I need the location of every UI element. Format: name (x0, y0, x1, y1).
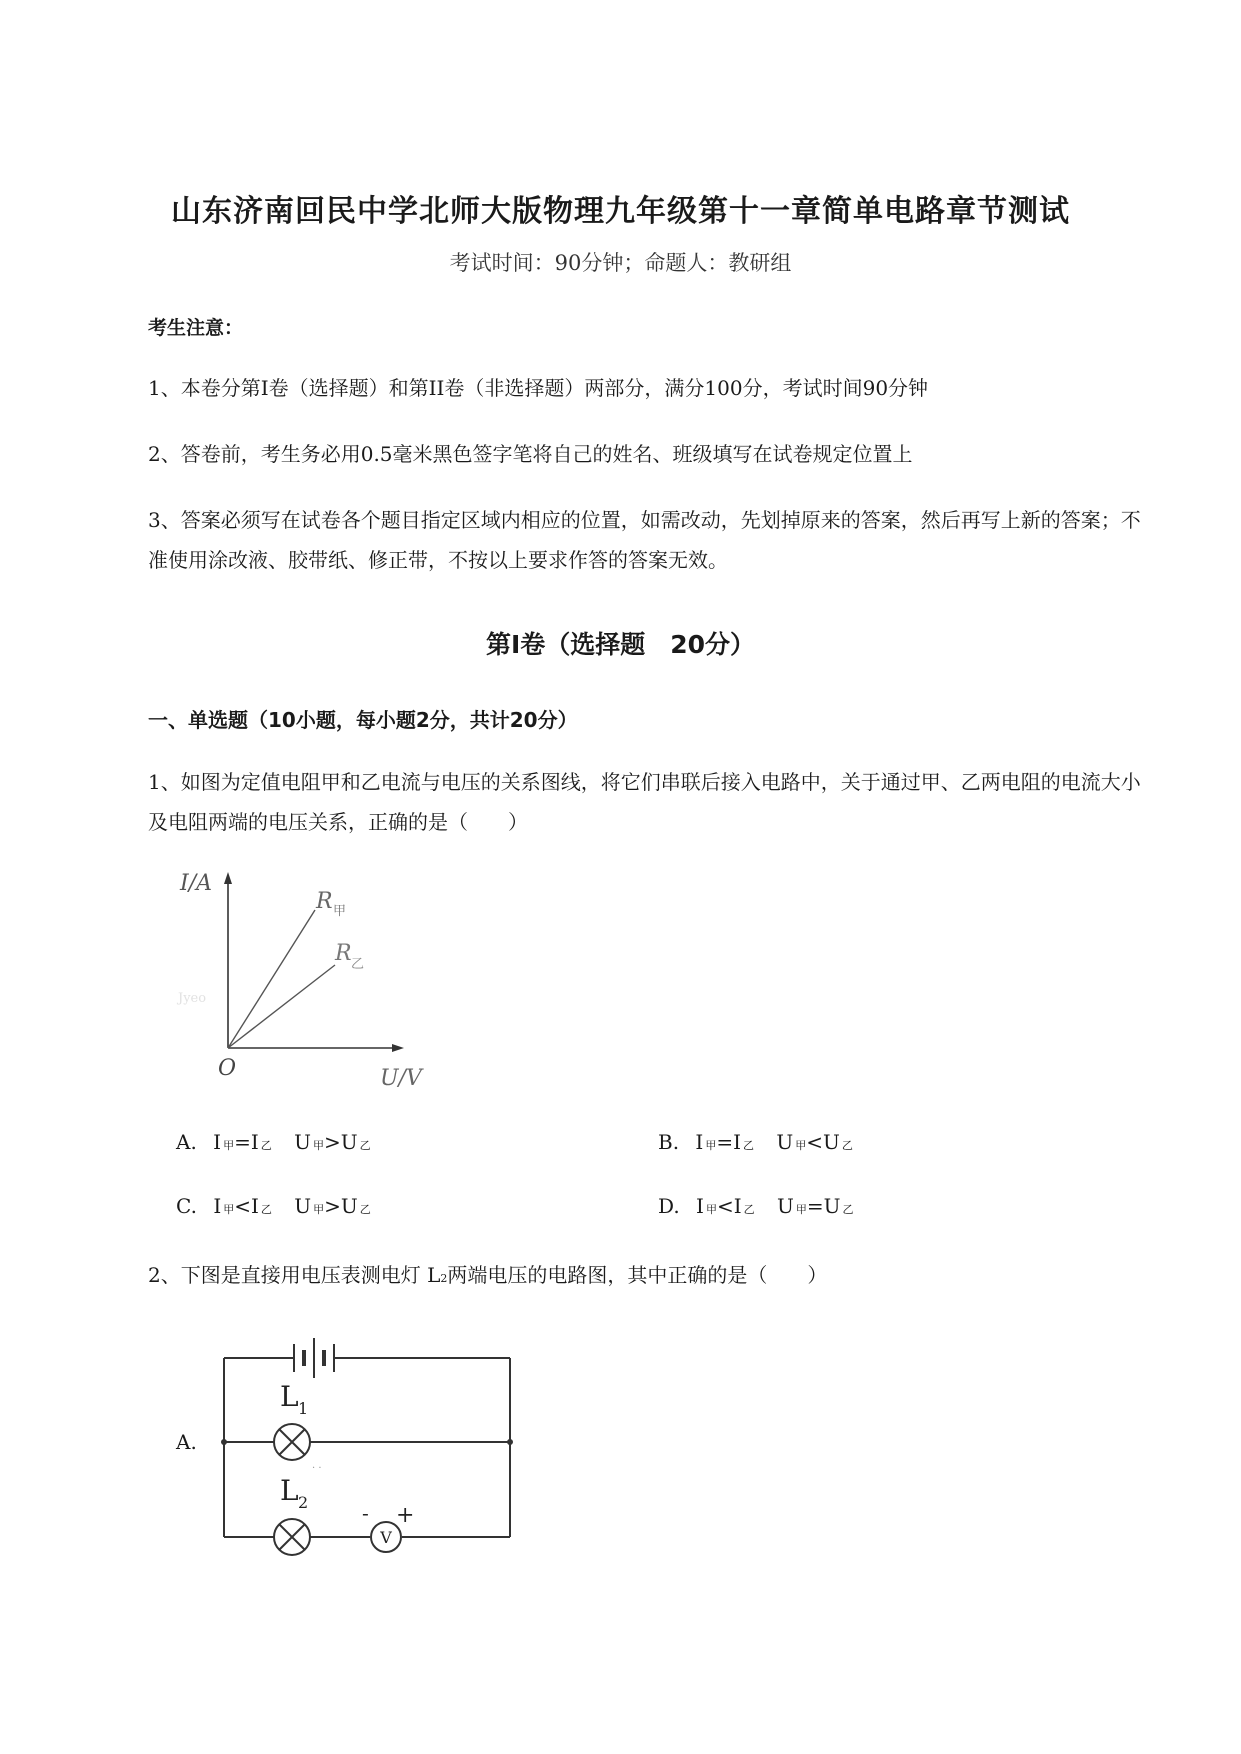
y-axis-label: I/A (180, 871, 212, 896)
voltmeter-label: V (380, 1528, 392, 1547)
option-letter: B. (658, 1130, 680, 1154)
option-text: U (776, 1130, 794, 1154)
lamp-l2-label: L (280, 1474, 299, 1507)
voltmeter-minus: - (362, 1501, 369, 1525)
option-text: I (213, 1194, 222, 1218)
question-2-stem: 2、下图是直接用电压表测电灯 L2两端电压的电路图，其中正确的是（ ） (148, 1263, 828, 1287)
x-axis-arrow (392, 1044, 404, 1052)
lamp-l2-subscript: 2 (298, 1493, 309, 1512)
exam-info: 考试时间：90分钟；命题人：教研组 (449, 251, 792, 275)
option-d[interactable]: D. I 甲<I 乙 U 甲=U 乙 (658, 1194, 854, 1218)
current-voltage-graph (170, 860, 450, 1100)
option-text: I (695, 1130, 704, 1154)
notice-item-2: 2、答卷前，考生务必用0.5毫米黑色签字笔将自己的姓名、班级填写在试卷规定位置上 (148, 442, 913, 466)
lamp-l2-symbol (274, 1519, 310, 1555)
option-text: U (776, 1194, 794, 1218)
y-axis-arrow (224, 872, 232, 884)
option-letter: C. (176, 1194, 197, 1218)
option-text: U (294, 1130, 311, 1154)
r-yi-subscript: 乙 (351, 957, 365, 972)
option-letter: A. (176, 1130, 197, 1154)
line-r-jia (228, 910, 315, 1048)
lamp-l1-label: L (280, 1380, 299, 1413)
option-c[interactable]: C. I 甲<I 乙 U 甲>U 乙 (176, 1194, 371, 1218)
section-title: 第I卷（选择题 20分） (485, 630, 756, 659)
option-text: U (294, 1194, 312, 1218)
voltmeter-plus: + (396, 1503, 415, 1528)
page-title: 山东济南回民中学北师大版物理九年级第十一章简单电路章节测试 (171, 194, 1070, 229)
r-jia-subscript: 甲 (333, 904, 347, 919)
option-letter: D. (658, 1194, 680, 1218)
r-yi-label: R (335, 941, 352, 966)
notice-item-3: 3、答案必须写在试卷各个题目指定区域内相应的位置，如需改动，先划掉原来的答案，然后再写上新的答案；不准使用涂改液、胶带纸、修正带，不按以上要求作答的答案无效。 (148, 508, 1141, 572)
option-b[interactable]: B. I 甲=I 乙 U 甲<U 乙 (658, 1130, 853, 1154)
junction-dot (221, 1439, 227, 1445)
watermark: Jyeo (178, 991, 207, 1006)
part-heading: 一、单选题（10小题，每小题2分，共计20分） (148, 708, 578, 732)
lamp-l1-symbol (274, 1424, 310, 1460)
option-text: I (696, 1194, 704, 1218)
notice-heading: 考生注意： (148, 317, 244, 339)
option-a[interactable]: A. I 甲=I 乙 U 甲>U 乙 (176, 1130, 371, 1154)
r-jia-label: R (316, 889, 333, 914)
junction-dot (507, 1439, 513, 1445)
origin-label: O (218, 1056, 237, 1081)
svg-text:· ·: · · (312, 1463, 322, 1474)
lamp-l1-subscript: 1 (298, 1399, 309, 1418)
option-a-label[interactable]: A. (176, 1430, 197, 1454)
x-axis-label: U/V (380, 1066, 422, 1091)
notice-item-1: 1、本卷分第I卷（选择题）和第II卷（非选择题）两部分，满分100分，考试时间90分钟 (148, 376, 929, 400)
line-r-yi (228, 965, 335, 1048)
option-text: I (213, 1130, 222, 1154)
circuit-diagram-a (200, 1322, 530, 1562)
question-1-stem: 1、如图为定值电阻甲和乙电流与电压的关系图线，将它们串联后接入电路中，关于通过甲、乙两电阻的电流大小及电阻两端的电压关系，正确的是（ ） (148, 770, 1141, 834)
